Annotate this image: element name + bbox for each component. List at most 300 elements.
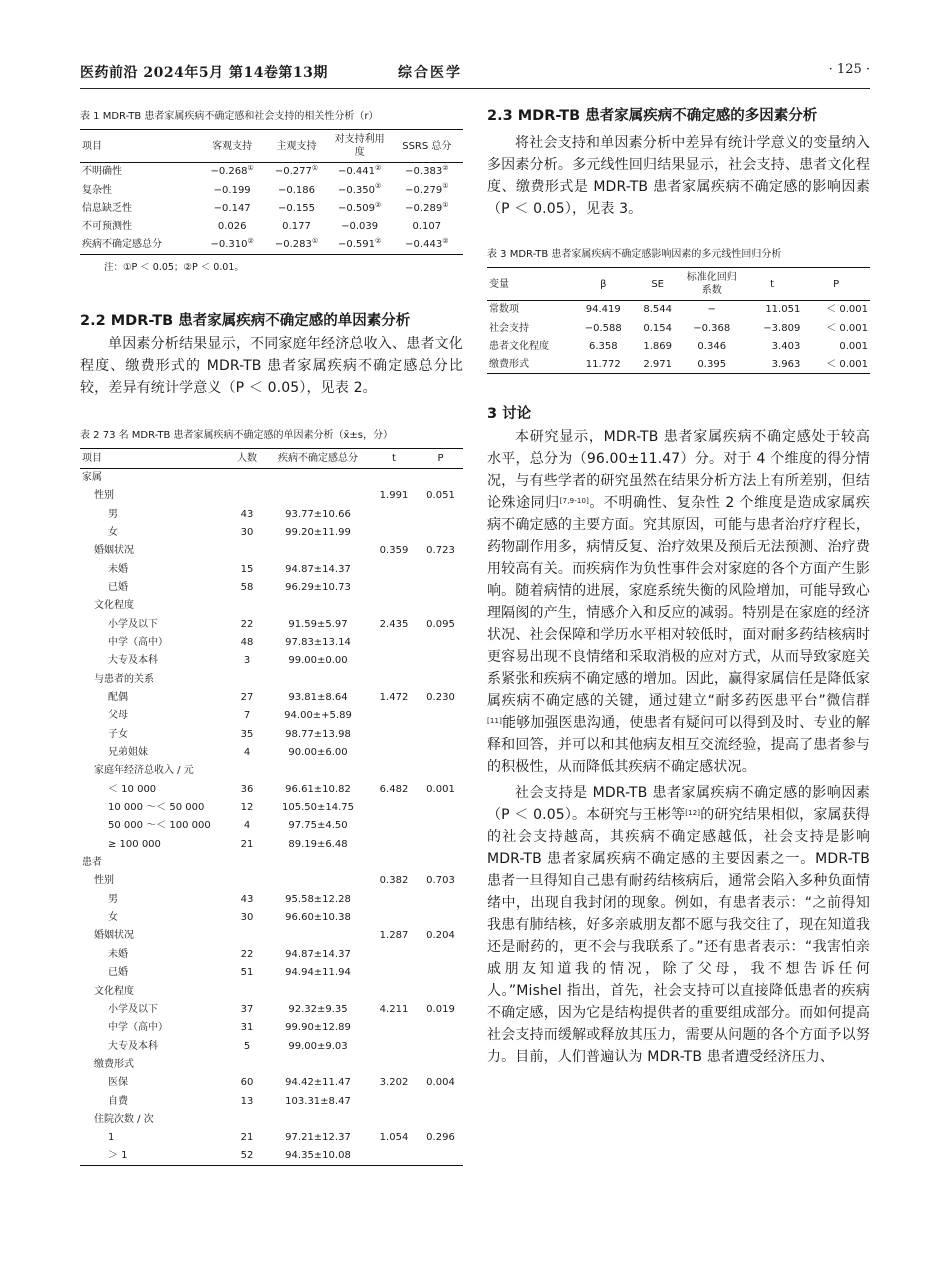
table3-header: SE	[634, 268, 682, 301]
table2-caption: 表 2 73 名 MDR-TB 患者家属疾病不确定感的单因素分析（x̄±s，分）	[80, 429, 394, 441]
variable-cell: 常数项	[489, 304, 519, 316]
table2-header: t	[370, 448, 418, 468]
table3-header: 变量	[487, 268, 573, 301]
count-cell: 35	[240, 728, 254, 740]
row-label: 10 000 ～＜ 50 000	[108, 802, 205, 814]
score-cell	[266, 982, 370, 1000]
std-coef-cell: −	[707, 304, 716, 316]
t-value-cell	[370, 670, 418, 688]
score-cell: 96.60±10.38	[285, 912, 351, 924]
table-value: −0.289	[405, 202, 443, 214]
table-value: 0.177	[282, 221, 311, 233]
row-label: 子女	[108, 728, 128, 740]
table-row	[80, 670, 463, 688]
row-label: 未婚	[108, 563, 128, 575]
table-row	[80, 1000, 463, 1018]
p-value-cell	[418, 1019, 463, 1037]
p-value-cell	[418, 652, 463, 670]
count-cell	[228, 872, 266, 890]
beta-cell: 6.358	[588, 340, 618, 352]
table1-header: 主观支持	[264, 130, 328, 163]
table-row	[80, 181, 463, 199]
count-cell: 15	[240, 563, 254, 575]
ssrs-total-cell	[391, 163, 463, 181]
significance-marker: ①	[442, 182, 449, 191]
significance-marker: ②	[442, 237, 449, 246]
p-value-cell	[418, 1092, 463, 1110]
score-cell: 99.90±12.89	[285, 1022, 351, 1034]
table-row	[80, 707, 463, 725]
beta-cell: −0.588	[584, 322, 622, 334]
p-value-cell	[418, 597, 463, 615]
count-cell: 21	[240, 1132, 254, 1144]
score-cell: 95.58±12.28	[285, 893, 351, 905]
t-value-cell	[370, 1110, 418, 1128]
count-cell: 31	[240, 1022, 254, 1034]
support-utilization-cell	[329, 163, 391, 181]
t-value-cell	[370, 725, 418, 743]
score-cell: 97.75±4.50	[288, 820, 348, 832]
count-cell	[228, 853, 266, 871]
table-value: −0.283	[274, 239, 312, 251]
table-row	[80, 163, 463, 181]
variable-cell: 社会支持	[489, 322, 529, 334]
table2-body	[80, 468, 463, 1165]
table-value: −0.383	[405, 166, 443, 178]
table-row	[80, 725, 463, 743]
section-2-3-title: 2.3 MDR-TB 患者家属疾病不确定感的多因素分析	[487, 108, 818, 124]
table1-header: 项目	[80, 130, 200, 163]
row-label: 医保	[108, 1077, 128, 1089]
p-value-cell: 0.296	[426, 1132, 455, 1144]
score-cell: 93.77±10.66	[285, 508, 351, 520]
section-2-2-title: 2.2 MDR-TB 患者家属疾病不确定感的单因素分析	[80, 312, 411, 329]
table-value: −0.039	[341, 221, 379, 233]
t-value-cell	[370, 762, 418, 780]
discussion-text: 。不明确性、复杂性 2 个维度是造成家属疾病不确定感的主要方面。究其原因，可能与患者治疗疗程长，药物副作用多，病情反复、治疗效果及预后无法预测、治疗费用较高有关。而疾病作为负性事件会对家庭的各个方面产生影响。随着病情的进展，家庭系统失衡的风险增加，可能导致心理隔阂的产生，情感介入和反应的减弱。特别是在家庭的经济状况、社会保障和学历水平相对较低时，面对耐多药结核病时更容易出现不良情绪和采取消极的应对方式，从而导致家庭关系紧张和疾病不确定感的增加。因此，赢得家属信任是降低家属疾病不确定感的关键，通过建立“耐多药医患平台”微信群	[487, 495, 870, 710]
score-cell: 98.77±13.98	[285, 728, 351, 740]
std-coef-cell: 0.346	[697, 340, 727, 352]
subjective-support-cell	[264, 218, 328, 236]
count-cell: 52	[228, 1147, 266, 1165]
p-value-cell	[418, 964, 463, 982]
table-row	[80, 218, 463, 236]
t-value-cell	[370, 853, 418, 871]
p-value-cell: 0.019	[426, 1003, 455, 1015]
count-cell: 4	[243, 820, 251, 832]
t-value-cell	[370, 964, 418, 982]
t-value-cell: 3.403	[771, 340, 801, 352]
p-value-cell	[418, 1110, 463, 1128]
score-cell	[266, 468, 370, 486]
section-name: 综合医学	[398, 65, 462, 81]
p-value-cell	[418, 670, 463, 688]
ssrs-total-cell	[391, 218, 463, 236]
t-value-cell: 1.054	[379, 1132, 409, 1144]
score-cell	[266, 487, 370, 505]
t-value-cell	[370, 505, 418, 523]
score-cell	[266, 542, 370, 560]
row-label: 文化程度	[94, 985, 134, 997]
citation: [7,9-10]	[559, 497, 589, 506]
row-label: 大专及本科	[108, 655, 158, 667]
count-cell: 12	[240, 802, 254, 814]
row-label: 男	[108, 508, 118, 520]
row-label: 信息缺乏性	[82, 202, 132, 214]
significance-marker: ②	[375, 237, 382, 246]
p-value-cell: 0.230	[426, 692, 455, 704]
row-label: 家属	[82, 472, 102, 484]
row-label: 住院次数 / 次	[94, 1113, 154, 1125]
p-value-cell: 0.051	[426, 490, 455, 502]
subjective-support-cell	[264, 163, 328, 181]
count-cell	[228, 1055, 266, 1073]
row-label: ＞ 1	[80, 1147, 228, 1165]
significance-marker: ②	[375, 164, 382, 173]
count-cell: 37	[240, 1003, 254, 1015]
table-value: 0.026	[217, 221, 247, 233]
ssrs-total-cell	[391, 199, 463, 217]
score-cell: 92.32±9.35	[288, 1003, 348, 1015]
score-cell	[266, 927, 370, 945]
section-2-2-text: 单因素分析结果显示，不同家庭年经济总收入、患者文化程度、缴费形式的 MDR-TB 患者家属疾病不确定感总分比较，差异有统计学意义（P ＜ 0.05），见表 2。	[80, 335, 463, 396]
p-value-cell	[418, 908, 463, 926]
p-value-cell	[418, 578, 463, 596]
row-label: 患者	[82, 857, 102, 869]
count-cell	[228, 468, 266, 486]
objective-support-cell	[200, 218, 264, 236]
significance-marker: ①	[311, 237, 319, 246]
p-value-cell: 0.095	[426, 618, 455, 630]
row-label: 男	[108, 893, 118, 905]
t-value-cell	[370, 817, 418, 835]
row-label: 配偶	[108, 692, 128, 704]
count-cell	[228, 597, 266, 615]
score-cell	[266, 1055, 370, 1073]
p-value-cell	[418, 817, 463, 835]
table2-header: 疾病不确定感总分	[266, 448, 370, 468]
table-row	[80, 927, 463, 945]
score-cell: 96.29±10.73	[285, 581, 351, 593]
se-cell: 1.869	[643, 340, 672, 352]
count-cell: 13	[240, 1095, 254, 1107]
score-cell: 105.50±14.75	[282, 802, 354, 814]
subjective-support-cell	[264, 199, 328, 217]
p-value-cell	[418, 798, 463, 816]
t-value-cell	[370, 707, 418, 725]
row-label: 女	[108, 912, 118, 924]
t-value-cell	[370, 578, 418, 596]
table-row	[487, 319, 870, 337]
ssrs-total-cell	[391, 181, 463, 199]
t-value-cell	[370, 652, 418, 670]
table2-header: P	[418, 448, 463, 468]
running-header	[80, 62, 870, 84]
t-value-cell: 3.202	[379, 1077, 409, 1089]
table-row	[80, 597, 463, 615]
support-utilization-cell	[329, 199, 391, 217]
table2-header: 项目	[80, 448, 228, 468]
table-row	[80, 1147, 463, 1165]
t-value-cell	[370, 1037, 418, 1055]
row-label: 文化程度	[94, 600, 134, 612]
table-value: −0.279	[405, 184, 443, 196]
table-row	[80, 487, 463, 505]
discussion-text: 的研究结果相似，家属获得的社会支持越高，其疾病不确定感越低，社会支持是影响 MDR-TB 患者家属疾病不确定感的主要因素之一。MDR-TB 患者一旦得知自己患有耐药结核病后，通常会陷入多种负面情绪中，出现自我封闭的现象。例如，有患者表示：“之前得知我患有肺结核，好多亲戚朋友都不愿与我交往了，现在知道我还是耐药的，更不会与我联系了。”还有患者表示：“我害怕亲戚朋友知道我的情况，除了父母，我不想告诉任何人。”Mishel 指出，首先，社会支持可以直接降低患者的疾病不确定感，因为它是结构提供者的重要组成部分。而如何提高社会支持而缓解或释放其压力，需要从问题的各个方面予以努力。目前，人们普遍认为 MDR-TB 患者遭受经济压力、	[487, 807, 871, 1066]
table-value: −0.277	[274, 166, 312, 178]
row-label: 兄弟姐妹	[108, 747, 148, 759]
citation: [11]	[487, 717, 502, 726]
score-cell: 94.00±+5.89	[284, 710, 352, 722]
objective-support-cell	[200, 236, 264, 254]
count-cell: 21	[240, 838, 254, 850]
subjective-support-cell	[264, 181, 328, 199]
table3-header: 标准化回归系数	[682, 268, 742, 301]
objective-support-cell	[200, 163, 264, 181]
table-row	[80, 633, 463, 651]
variable-cell: 缴费形式	[487, 356, 573, 374]
ssrs-total-cell	[391, 236, 463, 254]
table-value: 0.107	[412, 221, 442, 233]
table1	[80, 129, 463, 255]
significance-marker: ②	[247, 237, 254, 246]
table-value: −0.441	[338, 166, 376, 178]
row-label: 性别	[94, 490, 114, 502]
table-row	[80, 853, 463, 871]
p-value-cell: ＜ 0.001	[826, 322, 868, 334]
p-value-cell	[418, 707, 463, 725]
row-label: 婚姻状况	[94, 545, 134, 557]
score-cell: 103.31±8.47	[285, 1095, 351, 1107]
table-value: −0.155	[277, 202, 315, 214]
table-value: −0.199	[213, 184, 251, 196]
p-value-cell	[418, 633, 463, 651]
count-cell: 58	[240, 581, 254, 593]
table-value: −0.509	[338, 202, 376, 214]
p-value-cell	[418, 835, 463, 853]
se-cell: 8.544	[643, 304, 672, 316]
score-cell: 91.59±5.97	[288, 618, 348, 630]
table-row	[80, 199, 463, 217]
t-value-cell	[370, 633, 418, 651]
t-value-cell: 6.482	[379, 783, 409, 795]
score-cell	[266, 872, 370, 890]
count-cell	[228, 1110, 266, 1128]
score-cell: 89.19±6.48	[288, 838, 348, 850]
score-cell: 93.81±8.64	[288, 692, 348, 704]
left-column	[80, 100, 463, 1166]
score-cell: 99.00±0.00	[288, 655, 348, 667]
table-row	[80, 743, 463, 761]
row-label: 疾病不确定感总分	[80, 236, 200, 254]
table-row	[80, 835, 463, 853]
significance-marker: ②	[442, 164, 449, 173]
table3-body	[487, 301, 870, 374]
discussion-paragraph-2	[487, 782, 870, 1068]
table-row	[80, 908, 463, 926]
p-value-cell	[418, 523, 463, 541]
discussion-text: 能够加强医患沟通，使患者有疑问可以得到及时、专业的解释和回答，并可以和其他病友相互交流经验，提高了患者参与的积极性，从而降低其疾病不确定感状况。	[487, 715, 870, 776]
row-label: 缴费形式	[94, 1058, 134, 1070]
table3-header: t	[742, 268, 803, 301]
significance-marker: ①	[311, 164, 319, 173]
table-row	[80, 964, 463, 982]
score-cell	[266, 597, 370, 615]
p-value-cell	[418, 890, 463, 908]
score-cell: 90.00±6.00	[288, 747, 348, 759]
p-value-cell	[418, 505, 463, 523]
count-cell	[228, 762, 266, 780]
t-value-cell: 2.435	[379, 618, 409, 630]
row-label: 未婚	[108, 948, 128, 960]
t-value-cell	[370, 908, 418, 926]
beta-cell: 94.419	[585, 304, 621, 316]
t-value-cell	[370, 1092, 418, 1110]
count-cell	[228, 670, 266, 688]
t-value-cell: 4.211	[379, 1003, 409, 1015]
table-value: −0.350	[338, 184, 376, 196]
se-cell: 0.154	[643, 322, 672, 334]
score-cell	[266, 762, 370, 780]
p-value-cell	[418, 945, 463, 963]
table-row	[80, 688, 463, 706]
table-row	[80, 890, 463, 908]
objective-support-cell	[200, 181, 264, 199]
se-cell: 2.971	[634, 356, 682, 374]
count-cell: 36	[240, 783, 254, 795]
table-row	[80, 1055, 463, 1073]
beta-cell: 11.772	[573, 356, 634, 374]
p-value-cell	[418, 468, 463, 486]
row-label: 1	[108, 1132, 115, 1144]
significance-marker: ②	[375, 200, 382, 209]
table-row	[80, 505, 463, 523]
score-cell: 94.35±10.08	[266, 1147, 370, 1165]
t-value-cell	[370, 835, 418, 853]
row-label: 性别	[94, 875, 114, 887]
table-value: −0.591	[338, 239, 376, 251]
table-row	[80, 982, 463, 1000]
score-cell: 94.94±11.94	[285, 967, 351, 979]
count-cell	[228, 982, 266, 1000]
right-column	[487, 100, 870, 1068]
row-label: 自费	[108, 1095, 128, 1107]
score-cell: 97.21±12.37	[285, 1132, 351, 1144]
count-cell: 7	[243, 710, 251, 722]
t-value-cell	[370, 945, 418, 963]
count-cell: 51	[240, 967, 254, 979]
section-2-3-text: 将社会支持和单因素分析中差异有统计学意义的变量纳入多因素分析。多元线性回归结果显示，社会支持、患者文化程度、缴费形式是 MDR-TB 患者家属疾病不确定感的影响因素（P ＜ 0.05），见表 3。	[487, 135, 870, 217]
discussion-text: 社会支持是 MDR-TB 患者家属疾病不确定感的影响因素（P ＜ 0.05）。本研究与王彬等	[487, 785, 870, 824]
table-row	[80, 578, 463, 596]
count-cell: 5	[243, 1040, 251, 1052]
table-row	[487, 337, 870, 355]
page-number: · 125 ·	[828, 62, 870, 77]
count-cell	[228, 927, 266, 945]
section-3-title: 3 讨论	[487, 406, 532, 423]
count-cell: 30	[240, 526, 254, 538]
count-cell: 43	[240, 508, 254, 520]
row-label: 家庭年经济总收入 / 元	[94, 765, 194, 777]
table-row	[80, 780, 463, 798]
table3-header: β	[573, 268, 634, 301]
score-cell: 96.61±10.82	[285, 783, 351, 795]
table-row	[80, 542, 463, 560]
row-label: 与患者的关系	[94, 673, 154, 685]
p-value-cell: 0.723	[426, 545, 455, 557]
table-row	[80, 236, 463, 254]
table-value: −0.268	[210, 166, 248, 178]
count-cell	[228, 542, 266, 560]
table-row	[80, 1110, 463, 1128]
p-value-cell: 0.004	[426, 1077, 455, 1089]
table-row	[80, 1074, 463, 1092]
table-row	[80, 468, 463, 486]
row-label: 父母	[108, 710, 128, 722]
count-cell	[228, 487, 266, 505]
count-cell: 43	[240, 893, 254, 905]
discussion-paragraph-1	[487, 426, 870, 778]
support-utilization-cell	[329, 218, 391, 236]
p-value-cell: ＜ 0.001	[802, 356, 870, 374]
count-cell: 4	[243, 747, 251, 759]
table3-header: P	[802, 268, 870, 301]
table-row	[487, 356, 870, 374]
table-row	[80, 945, 463, 963]
table-row	[487, 301, 870, 319]
t-value-cell: 1.991	[379, 490, 409, 502]
score-cell	[266, 853, 370, 871]
std-coef-cell: −0.368	[693, 322, 731, 334]
row-label: 中学（高中）	[108, 636, 168, 648]
t-value-cell	[370, 597, 418, 615]
p-value-cell: 0.001	[426, 783, 455, 795]
table-row	[80, 1092, 463, 1110]
score-cell: 94.87±14.37	[285, 563, 351, 575]
table1-header: SSRS 总分	[391, 130, 463, 163]
table-row	[80, 1019, 463, 1037]
count-cell: 3	[243, 655, 251, 667]
t-value-cell: 1.472	[379, 692, 409, 704]
table1-header: 客观支持	[200, 130, 264, 163]
count-cell: 48	[240, 636, 254, 648]
t-value-cell	[370, 982, 418, 1000]
support-utilization-cell	[329, 236, 391, 254]
row-label: ＜ 10 000	[108, 783, 157, 795]
count-cell: 30	[240, 912, 254, 924]
table1-note: 注：①P ＜ 0.05；②P ＜ 0.01。	[104, 261, 244, 273]
p-value-cell: 0.703	[426, 875, 455, 887]
objective-support-cell	[200, 199, 264, 217]
table-row	[80, 1129, 463, 1147]
row-label: 小学及以下	[108, 618, 158, 630]
row-label: 女	[108, 526, 118, 538]
row-label: 不明确性	[82, 166, 122, 178]
t-value-cell	[370, 1019, 418, 1037]
discussion-text: 本研究显示，MDR-TB 患者家属疾病不确定感处于较高水平，总分为（96.00±11.47）分。对于 4 个维度的得分情况，与有些学者的研究虽然在结果分析方法上有所差别，但结论殊途同归	[487, 429, 870, 512]
t-value-cell	[370, 743, 418, 761]
table3-caption: 表 3 MDR-TB 患者家属疾病不确定感影响因素的多元线性回归分析	[487, 249, 782, 260]
p-value-cell	[418, 560, 463, 578]
table-row	[80, 560, 463, 578]
significance-marker: ①	[442, 200, 449, 209]
table-row	[80, 872, 463, 890]
t-value-cell	[370, 560, 418, 578]
table-row	[80, 798, 463, 816]
variable-cell: 患者文化程度	[489, 340, 549, 352]
p-value-cell	[418, 762, 463, 780]
row-label: 已婚	[108, 967, 128, 979]
